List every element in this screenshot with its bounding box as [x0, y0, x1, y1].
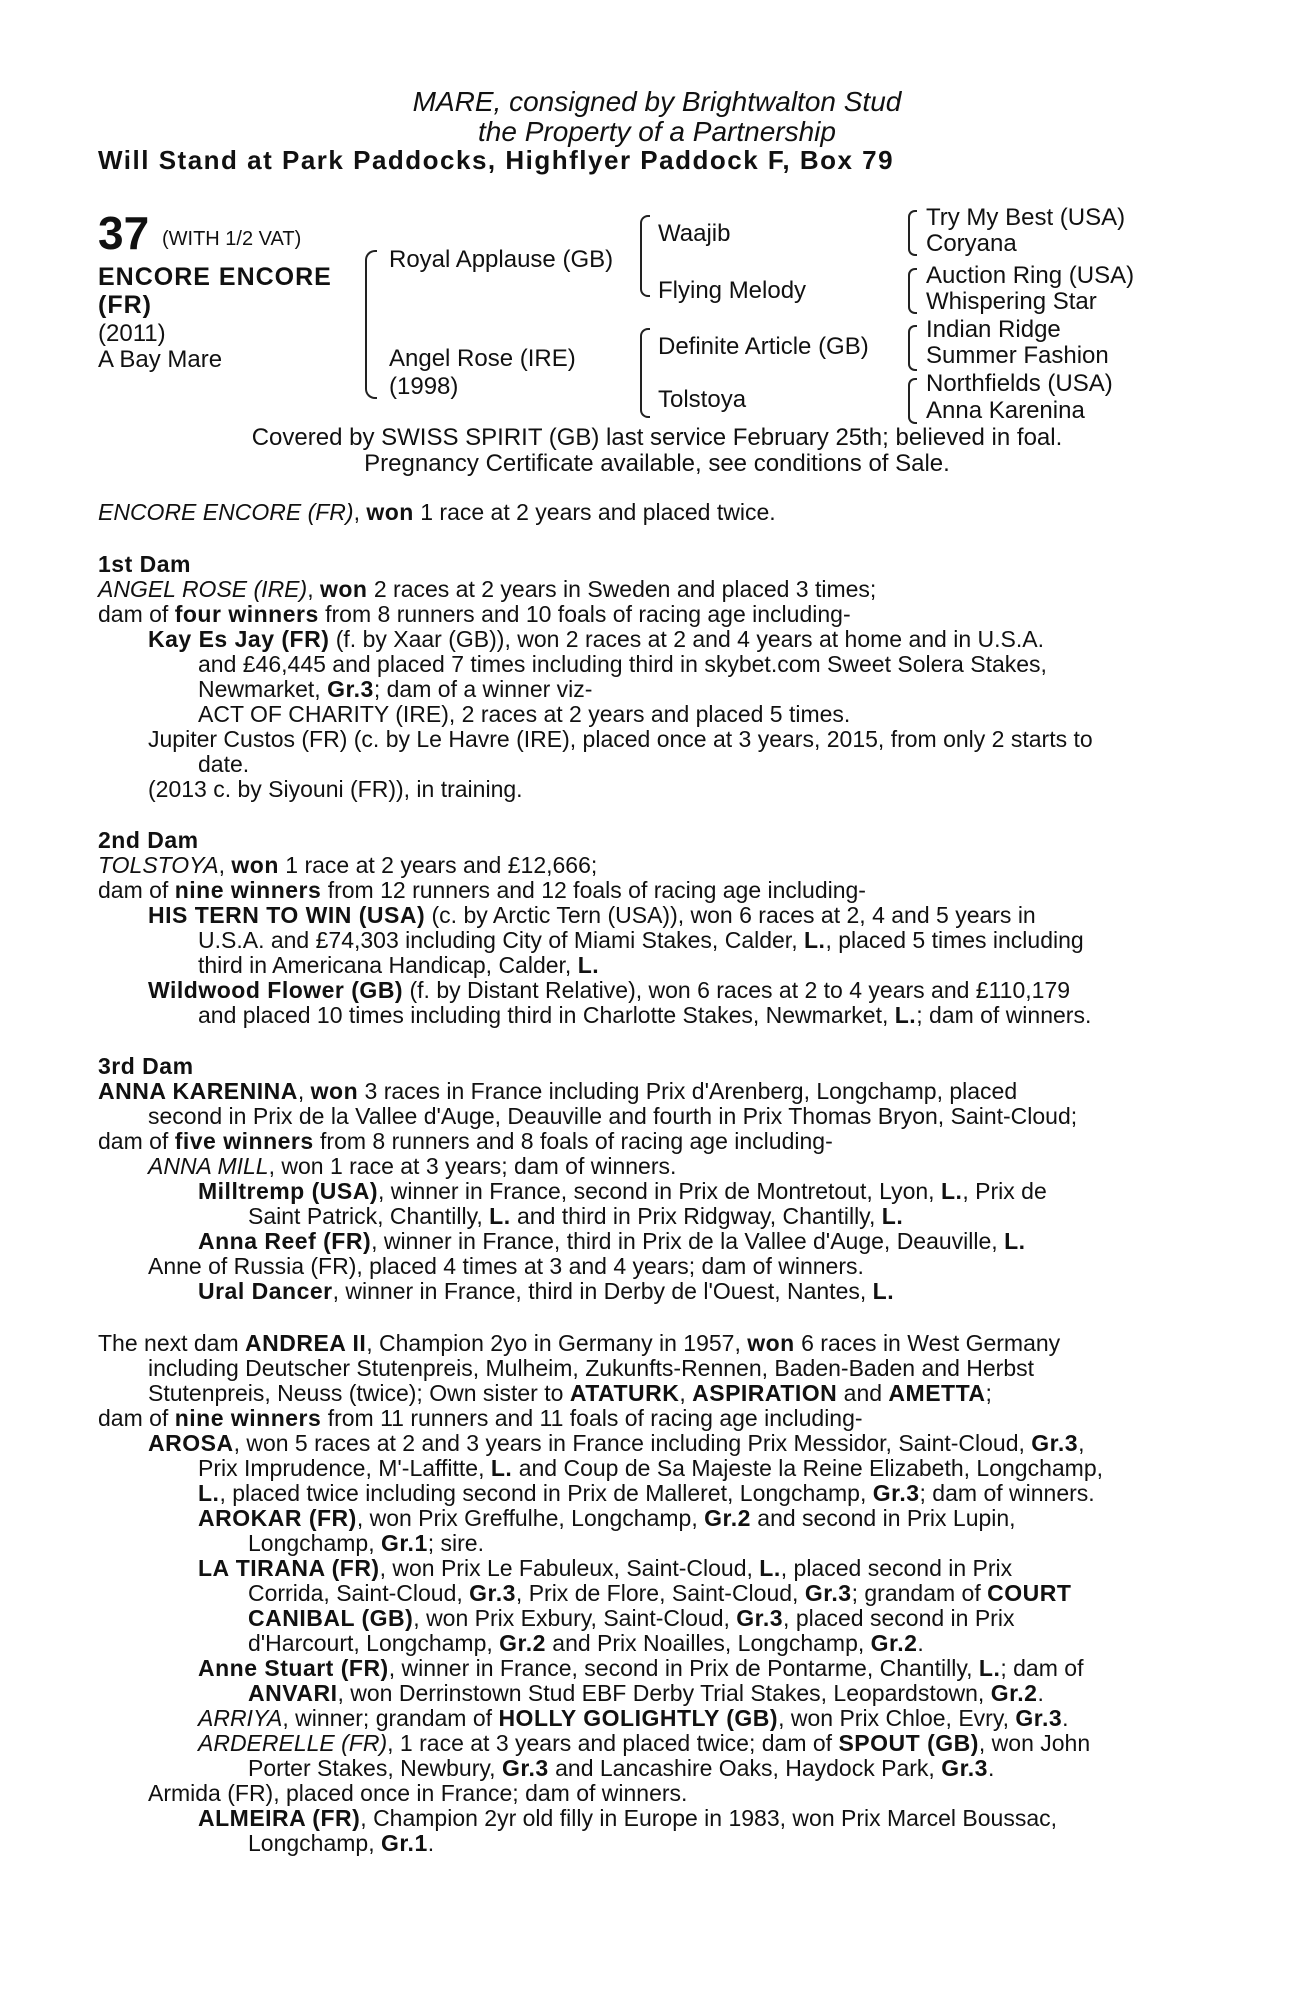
- text-span: and third in Prix Ridgway, Chantilly,: [510, 1203, 882, 1229]
- ggd-1: Coryana: [926, 230, 1017, 257]
- text-span: , winner in France, third in Prix de la Vallee d'Auge, Deauville,: [371, 1228, 1005, 1254]
- text-line: [198, 1806, 1057, 1831]
- text-span: nine winners: [174, 877, 322, 903]
- text-span: Longchamp,: [248, 1530, 381, 1556]
- first-dam-heading: 1st Dam: [98, 551, 191, 577]
- text-span: Gr.3: [327, 676, 374, 702]
- text-span: COURT: [987, 1580, 1072, 1606]
- text-span: Gr.1: [380, 1830, 428, 1856]
- brace-g4: [908, 378, 917, 424]
- text-span: Saint Patrick, Chantilly,: [248, 1203, 490, 1229]
- header-location: Will Stand at Park Paddocks, Highflyer Paddock F, Box 79: [98, 145, 895, 175]
- text-span: won: [366, 499, 414, 525]
- text-span: and placed 10 times including third in Charlotte Stakes, Newmarket,: [198, 1002, 895, 1028]
- text-span: L.: [198, 1480, 220, 1506]
- text-line: [198, 677, 592, 702]
- text-span: L.: [881, 1203, 904, 1229]
- text-line: [248, 1631, 924, 1656]
- text-span: from 8 runners and 8 foals of racing age including-: [313, 1128, 833, 1154]
- text-line: [98, 1331, 1060, 1356]
- sire-sire: Waajib: [658, 220, 731, 247]
- text-span: ANNA KARENINA: [98, 1078, 298, 1104]
- text-span: Porter Stakes, Newbury,: [248, 1755, 502, 1781]
- text-span: , Champion 2yo in Germany in 1957,: [366, 1330, 748, 1356]
- text-span: , placed 5 times including: [825, 927, 1084, 953]
- text-line: [248, 1606, 1014, 1631]
- text-span: Gr.3: [941, 1755, 988, 1781]
- text-line: [248, 1531, 484, 1556]
- text-line: [198, 1706, 1069, 1731]
- text-span: L.: [489, 1203, 511, 1229]
- text-span: Corrida, Saint-Cloud,: [248, 1580, 470, 1606]
- text-span: ALMEIRA (FR): [198, 1805, 361, 1831]
- text-span: dam of: [98, 1128, 175, 1154]
- text-span: ,: [1078, 1430, 1085, 1456]
- text-line: Anne of Russia (FR), placed 4 times at 3 and 4 years; dam of winners.: [148, 1253, 864, 1279]
- text-line: ANGEL ROSE (IRE), won 2 races at 2 years in Sweden and placed 3 times;: [98, 576, 877, 602]
- text-span: Stutenpreis, Neuss (twice); Own sister to: [148, 1380, 570, 1406]
- text-line: [198, 1731, 1090, 1756]
- text-span: .: [1037, 1680, 1044, 1706]
- text-span: and Coup de Sa Majeste la Reine Elizabeth, Longchamp,: [512, 1455, 1104, 1481]
- brace-main: [365, 250, 377, 399]
- text-line: [198, 1279, 894, 1304]
- text-span: Gr.3: [501, 1755, 549, 1781]
- text-span: .: [1062, 1705, 1069, 1731]
- dam-dam: Tolstoya: [658, 386, 747, 413]
- text-span: and second in Prix Lupin,: [750, 1505, 1016, 1531]
- text-line: [148, 978, 1070, 1003]
- text-line: [148, 1381, 992, 1406]
- text-line: [98, 878, 866, 903]
- text-line: [198, 1556, 1012, 1581]
- text-span: won: [310, 1078, 359, 1104]
- text-line: [248, 1681, 1044, 1706]
- text-span: Anne Stuart (FR): [198, 1655, 389, 1681]
- text-span: , placed twice including second in Prix de Malleret, Longchamp,: [219, 1480, 873, 1506]
- text-line: [248, 1581, 1071, 1606]
- ggs-4: Northfields (USA): [926, 370, 1113, 397]
- text-span: , winner; grandam of: [282, 1705, 499, 1731]
- text-span: ; dam of: [1000, 1655, 1084, 1681]
- text-span: Wildwood Flower (GB): [148, 977, 404, 1003]
- text-span: , winner in France, second in Prix de Pontarme, Chantilly,: [388, 1655, 979, 1681]
- ggd-4: Anna Karenina: [926, 397, 1085, 424]
- text-span: ARDERELLE (FR): [198, 1730, 388, 1756]
- horse-name: ENCORE ENCORE: [98, 263, 332, 291]
- text-line: including Deutscher Stutenpreis, Mulheim, Zukunfts-Rennen, Baden-Baden and Herbst: [148, 1355, 1034, 1381]
- text-line: ANNA KARENINA, won 3 races in France including Prix d'Arenberg, Longchamp, placed: [98, 1078, 1018, 1104]
- text-span: L.: [803, 927, 826, 953]
- text-line: TOLSTOYA, won 1 race at 2 years and £12,666;: [98, 852, 598, 878]
- text-span: dam of: [98, 1405, 175, 1431]
- text-line: [198, 1229, 1026, 1254]
- text-span: Newmarket,: [198, 676, 328, 702]
- text-span: ANDREA II: [245, 1330, 367, 1356]
- text-span: L.: [978, 1655, 1001, 1681]
- ggs-3: Indian Ridge: [926, 316, 1061, 343]
- text-span: nine winners: [174, 1405, 322, 1431]
- text-span: AROSA: [148, 1430, 234, 1456]
- text-line: [198, 1481, 1095, 1506]
- text-line: date.: [198, 751, 250, 777]
- text-span: 3 races in France including Prix d'Arenberg, Longchamp, placed: [358, 1078, 1018, 1104]
- header-property: the Property of a Partnership: [478, 116, 836, 147]
- text-span: , won Prix Le Fabuleux, Saint-Cloud,: [379, 1555, 760, 1581]
- dam-sire: Definite Article (GB): [658, 333, 869, 360]
- text-line: [248, 1204, 903, 1229]
- text-span: won: [747, 1330, 795, 1356]
- text-span: five winners: [174, 1128, 314, 1154]
- text-span: ; sire.: [427, 1530, 484, 1556]
- text-span: Gr.3: [469, 1580, 516, 1606]
- text-line: [148, 903, 1036, 928]
- text-span: from 12 runners and 12 foals of racing age including-: [321, 877, 866, 903]
- text-span: Gr.3: [1031, 1430, 1079, 1456]
- text-line: [98, 1129, 833, 1154]
- text-span: , winner in France, third in Derby de l'Ouest, Nantes,: [332, 1278, 873, 1304]
- text-span: ANGEL ROSE (IRE): [98, 576, 308, 602]
- text-span: Anna Reef (FR): [198, 1228, 372, 1254]
- text-span: won: [231, 852, 279, 878]
- text-span: The next dam: [98, 1330, 246, 1356]
- second-dam-heading: 2nd Dam: [98, 827, 199, 853]
- text-span: U.S.A. and £74,303 including City of Miami Stakes, Calder,: [198, 927, 804, 953]
- text-span: , placed second in Prix: [780, 1555, 1013, 1581]
- text-span: from 11 runners and 11 foals of racing age including-: [321, 1405, 863, 1431]
- text-span: L.: [1004, 1228, 1026, 1254]
- dam-year: (1998): [389, 373, 459, 400]
- text-span: .: [427, 1830, 435, 1856]
- text-span: ENCORE ENCORE (FR): [98, 499, 354, 525]
- foaling-year: (2011): [98, 320, 166, 347]
- text-line: and £46,445 and placed 7 times including third in skybet.com Sweet Solera Stakes,: [198, 651, 1047, 677]
- text-span: .: [987, 1755, 995, 1781]
- text-span: (f. by Distant Relative), won 6 races at 2 to 4 years and £110,179: [403, 977, 1071, 1003]
- text-line: (2013 c. by Siyouni (FR)), in training.: [148, 776, 523, 802]
- horse-suffix: (FR): [98, 291, 152, 319]
- text-span: Gr.3: [872, 1480, 920, 1506]
- text-span: ;: [985, 1380, 992, 1406]
- text-span: (c. by Arctic Tern (USA)), won 6 races at 2, 4 and 5 years in: [425, 902, 1036, 928]
- text-span: ; dam of winners.: [916, 1002, 1092, 1028]
- text-line: [198, 1656, 1083, 1681]
- text-span: 1 race at 2 years and £12,666;: [278, 852, 598, 878]
- text-span: ASPIRATION: [692, 1380, 838, 1406]
- pregnancy-note: Pregnancy Certificate available, see conditions of Sale.: [364, 450, 950, 477]
- text-span: Gr.2: [704, 1505, 751, 1531]
- text-span: AMETTA: [888, 1380, 986, 1406]
- text-line: [198, 928, 1084, 953]
- text-span: ; dam of a winner viz-: [373, 676, 593, 702]
- text-span: Gr.2: [499, 1630, 546, 1656]
- text-span: , Champion 2yr old filly in Europe in 1983, won Prix Marcel Boussac,: [360, 1805, 1058, 1831]
- text-span: , won Prix Greffulhe, Longchamp,: [356, 1505, 705, 1531]
- text-span: ; grandam of: [851, 1580, 988, 1606]
- text-span: Gr.3: [804, 1580, 852, 1606]
- text-line: [198, 1179, 1047, 1204]
- text-span: , won Prix Exbury, Saint-Cloud,: [413, 1605, 737, 1631]
- text-span: L.: [490, 1455, 513, 1481]
- text-line: [98, 602, 851, 627]
- text-line: ACT OF CHARITY (IRE), 2 races at 2 years and placed 5 times.: [198, 701, 851, 727]
- text-span: Longchamp,: [248, 1830, 381, 1856]
- dam: Angel Rose (IRE): [389, 345, 576, 372]
- text-span: TOLSTOYA: [98, 852, 219, 878]
- text-span: L.: [759, 1555, 781, 1581]
- text-span: Milltremp (USA): [198, 1178, 378, 1204]
- text-line: ENCORE ENCORE (FR), won 1 race at 2 years and placed twice.: [98, 499, 776, 525]
- text-line: [248, 1831, 434, 1856]
- text-line: [148, 1154, 676, 1179]
- text-line: [98, 1406, 863, 1431]
- text-span: , winner in France, second in Prix de Montretout, Lyon,: [378, 1178, 941, 1204]
- text-span: dam of: [98, 877, 175, 903]
- text-span: ANNA MILL: [148, 1153, 269, 1179]
- text-span: Gr.2: [870, 1630, 918, 1656]
- text-line: [198, 1456, 1103, 1481]
- text-span: and: [837, 1380, 889, 1406]
- text-span: , 1 race at 3 years and placed twice; dam of: [387, 1730, 839, 1756]
- text-span: dam of: [98, 601, 175, 627]
- ggd-3: Summer Fashion: [926, 342, 1109, 369]
- header-consignor: MARE, consigned by Brightwalton Stud: [412, 86, 902, 117]
- text-span: , Prix de: [962, 1178, 1047, 1204]
- text-span: CANIBAL (GB): [248, 1605, 414, 1631]
- text-span: , won 5 races at 2 and 3 years in France including Prix Messidor, Saint-Cloud,: [233, 1430, 1032, 1456]
- text-span: Gr.2: [990, 1680, 1038, 1706]
- brace-sire: [640, 215, 650, 297]
- brace-dam: [640, 328, 650, 418]
- text-span: AROKAR (FR): [198, 1505, 357, 1531]
- text-span: , won John: [978, 1730, 1091, 1756]
- text-span: L.: [872, 1278, 895, 1304]
- text-span: LA TIRANA (FR): [198, 1555, 380, 1581]
- text-span: (f. by Xaar (GB)), won 2 races at 2 and 4 years at home and in U.S.A.: [329, 626, 1044, 652]
- text-line: [148, 1431, 1084, 1456]
- ggs-2: Auction Ring (USA): [926, 262, 1135, 289]
- text-span: Gr.3: [736, 1605, 784, 1631]
- sire: Royal Applause (GB): [389, 246, 614, 273]
- text-span: L.: [940, 1178, 963, 1204]
- text-span: Prix Imprudence, M'-Laffitte,: [198, 1455, 491, 1481]
- text-span: ,: [679, 1380, 693, 1406]
- covered-note: Covered by SWISS SPIRIT (GB) last service February 25th; believed in foal.: [251, 424, 1063, 451]
- text-line: Jupiter Custos (FR) (c. by Le Havre (IRE), placed once at 3 years, 2015, from only 2 starts to: [148, 726, 1093, 752]
- text-span: , won Derrinstown Stud EBF Derby Trial Stakes, Leopardstown,: [337, 1680, 991, 1706]
- text-span: HIS TERN TO WIN (USA): [148, 902, 426, 928]
- horse-description: A Bay Mare: [98, 346, 223, 373]
- sire-dam: Flying Melody: [658, 277, 807, 304]
- text-span: four winners: [174, 601, 319, 627]
- text-span: Gr.1: [380, 1530, 428, 1556]
- lot-number: 37: [98, 207, 150, 259]
- text-line: [248, 1756, 994, 1781]
- text-span: third in Americana Handicap, Calder,: [198, 952, 578, 978]
- vat-note: (WITH 1/2 VAT): [162, 228, 302, 250]
- text-span: ANVARI: [248, 1680, 338, 1706]
- text-span: 2 races at 2 years in Sweden and placed 3 times;: [367, 576, 877, 602]
- text-span: .: [917, 1630, 924, 1656]
- text-line: [198, 1506, 1016, 1531]
- text-line: second in Prix de la Vallee d'Auge, Deauville and fourth in Prix Thomas Bryon, Saint-Cloud;: [148, 1103, 1078, 1129]
- brace-g1: [908, 210, 917, 256]
- brace-g2: [908, 268, 917, 314]
- text-span: Kay Es Jay (FR): [148, 626, 330, 652]
- text-span: from 8 runners and 10 foals of racing age including-: [318, 601, 851, 627]
- ggs-1: Try My Best (USA): [926, 204, 1126, 231]
- brace-g3: [908, 325, 917, 371]
- text-span: ARRIYA: [198, 1705, 283, 1731]
- text-line: [148, 627, 1044, 652]
- text-span: won: [319, 576, 368, 602]
- text-span: , Prix de Flore, Saint-Cloud,: [515, 1580, 805, 1606]
- text-span: 6 races in West Germany: [794, 1330, 1061, 1356]
- text-span: , won 1 race at 3 years; dam of winners.: [268, 1153, 677, 1179]
- third-dam-heading: 3rd Dam: [98, 1053, 194, 1079]
- text-span: L.: [894, 1002, 917, 1028]
- text-line: [198, 1003, 1091, 1028]
- text-span: 1 race at 2 years and placed twice.: [413, 499, 776, 525]
- text-span: and Prix Noailles, Longchamp,: [545, 1630, 871, 1656]
- text-span: HOLLY GOLIGHTLY (GB): [498, 1705, 779, 1731]
- text-span: , won Prix Chloe, Evry,: [778, 1705, 1016, 1731]
- text-span: d'Harcourt, Longchamp,: [248, 1630, 500, 1656]
- text-span: and Lancashire Oaks, Haydock Park,: [548, 1755, 942, 1781]
- text-span: , placed second in Prix: [783, 1605, 1015, 1631]
- text-span: Ural Dancer: [198, 1278, 333, 1304]
- text-span: ; dam of winners.: [919, 1480, 1095, 1506]
- text-span: ATATURK: [569, 1380, 680, 1406]
- text-span: SPOUT (GB): [838, 1730, 979, 1756]
- text-span: L.: [577, 952, 600, 978]
- text-line: [198, 953, 599, 978]
- text-line: Armida (FR), placed once in France; dam of winners.: [148, 1780, 688, 1806]
- ggd-2: Whispering Star: [926, 288, 1097, 315]
- text-span: Gr.3: [1015, 1705, 1063, 1731]
